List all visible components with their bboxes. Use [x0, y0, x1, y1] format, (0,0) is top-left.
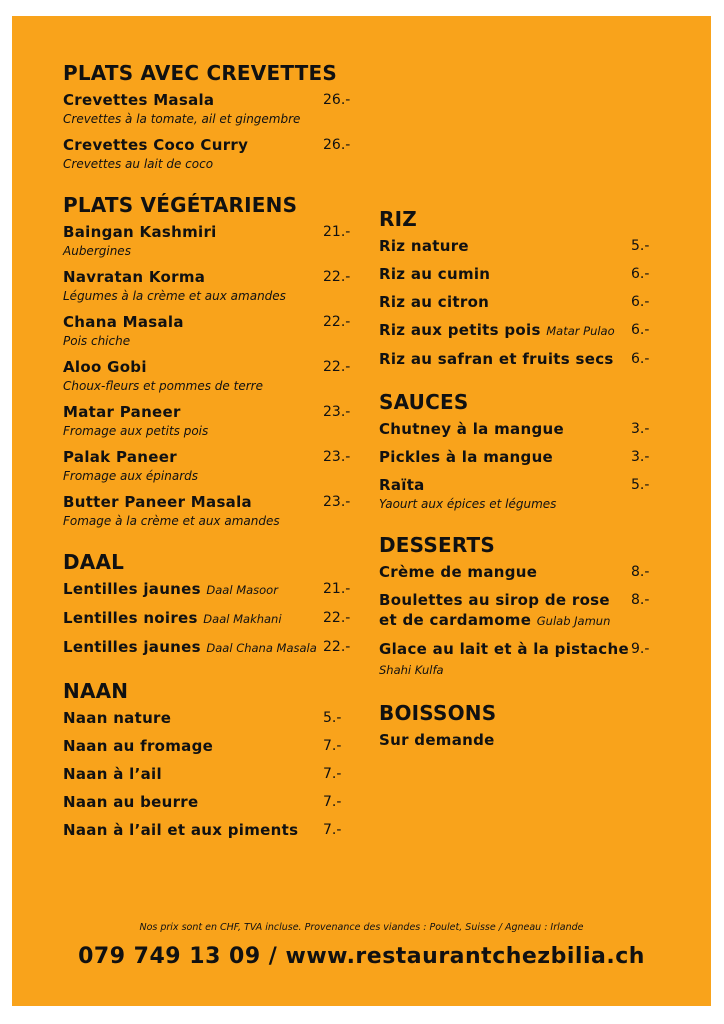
section-riz	[379, 206, 661, 369]
menu-item-row	[63, 736, 353, 756]
menu-item	[63, 637, 353, 658]
menu-item-name-group	[63, 267, 205, 287]
menu-item-name-group	[63, 764, 162, 784]
menu-item-price: 7.-	[323, 794, 342, 810]
menu-item-name: Sur demande	[379, 731, 495, 749]
menu-item-price: 22.-	[323, 314, 351, 330]
menu-item-name-group	[63, 608, 282, 629]
menu-item-row	[379, 236, 661, 256]
menu-item-row	[379, 419, 661, 439]
menu-item	[379, 264, 661, 284]
menu-item	[379, 349, 661, 369]
menu-right-column	[379, 206, 661, 770]
menu-item-name: Navratan Korma	[63, 268, 206, 286]
menu-item-row	[63, 135, 353, 155]
menu-item-row	[63, 90, 353, 110]
section-sauces	[379, 389, 661, 512]
menu-item-row	[379, 590, 661, 631]
menu-item	[63, 447, 353, 484]
menu-item-name: Riz nature	[379, 237, 469, 255]
menu-item-price: 22.-	[323, 269, 351, 285]
menu-left-column	[63, 60, 353, 860]
menu-item-subtitle: Daal Masoor	[206, 583, 278, 597]
menu-item-name-group	[63, 637, 317, 658]
menu-item-description: Aubergines	[63, 244, 131, 258]
menu-item-name: Naan au beurre	[63, 793, 199, 811]
menu-item	[63, 135, 353, 172]
menu-item-price: 6.-	[631, 266, 650, 282]
menu-item-row	[63, 708, 353, 728]
menu-item-price: 8.-	[631, 564, 650, 580]
menu-item-row	[63, 820, 353, 840]
menu-item-description: Choux-fleurs et pommes de terre	[63, 379, 263, 393]
menu-item-name: Naan au fromage	[63, 737, 214, 755]
menu-item-price: 22.-	[323, 610, 351, 626]
menu-item-subtitle: Matar Pulao	[546, 324, 615, 338]
menu-item-row	[379, 639, 661, 680]
menu-item-name: Naan à l’ail et aux piments	[63, 821, 299, 839]
menu-item	[63, 222, 353, 259]
section-boissons	[379, 700, 661, 750]
menu-item	[379, 590, 661, 631]
menu-item	[63, 402, 353, 439]
menu-item	[63, 764, 353, 784]
menu-item	[379, 475, 661, 512]
menu-item-name: Riz au citron	[379, 293, 490, 311]
menu-item-price: 23.-	[323, 449, 351, 465]
menu-item-description: Légumes à la crème et aux amandes	[63, 289, 286, 303]
menu-item	[63, 267, 353, 304]
menu-item-row	[63, 764, 353, 784]
menu-item-name: Riz au safran et fruits secs	[379, 350, 614, 368]
menu-item-subtitle: Shahi Kulfa	[379, 663, 444, 677]
menu-item-price: 7.-	[323, 738, 342, 754]
menu-item-name-group	[63, 492, 252, 512]
menu-item-row	[63, 637, 353, 658]
menu-item	[379, 562, 661, 582]
menu-item-name: Palak Paneer	[63, 448, 177, 466]
menu-item-name-group	[63, 357, 147, 377]
menu-item-row	[379, 447, 661, 467]
menu-item	[379, 292, 661, 312]
menu-item-price: 9.-	[631, 641, 650, 657]
menu-item-price: 23.-	[323, 494, 351, 510]
menu-item-name: Riz au cumin	[379, 265, 491, 283]
menu-item-name: Boulettes au sirop de rose et de cardamome	[379, 591, 610, 629]
menu-item-row	[63, 357, 353, 377]
menu-item	[63, 579, 353, 600]
menu-item-row	[63, 267, 353, 287]
menu-item-name: Raïta	[379, 476, 425, 494]
menu-item-name-group	[379, 475, 425, 495]
menu-item-name-group	[63, 222, 217, 242]
menu-item	[63, 708, 353, 728]
menu-item-name: Lentilles jaunes	[63, 638, 201, 656]
menu-item-price: 7.-	[323, 822, 342, 838]
menu-item-name: Chutney à la mangue	[379, 420, 564, 438]
menu-item-row	[63, 312, 353, 332]
menu-item-description: Fromage aux petits pois	[63, 424, 209, 438]
menu-item-description: Crevettes à la tomate, ail et gingembre	[63, 112, 301, 126]
menu-item-price: 3.-	[631, 421, 650, 437]
menu-item-name-group	[63, 135, 248, 155]
section-title: DESSERTS	[379, 533, 495, 557]
menu-item-name-group	[379, 639, 631, 680]
menu-item-row	[63, 447, 353, 467]
price-note: Nos prix sont en CHF, TVA incluse. Provenance des viandes : Poulet, Suisse / Agneau : Irlande	[139, 922, 584, 933]
menu-item-name: Lentilles jaunes	[63, 580, 201, 598]
menu-item-price: 26.-	[323, 137, 351, 153]
section-title: NAAN	[63, 679, 129, 703]
section-plats-avec-crevettes	[63, 60, 353, 172]
menu-item-price: 3.-	[631, 449, 650, 465]
section-title: RIZ	[379, 207, 417, 231]
menu-item-name-group	[379, 590, 631, 631]
menu-item-name-group	[379, 264, 490, 284]
menu-item	[379, 447, 661, 467]
section-naan	[63, 678, 353, 840]
menu-item-row	[63, 608, 353, 629]
menu-item-row	[379, 292, 661, 312]
menu-item-name-group	[63, 402, 181, 422]
menu-item	[379, 236, 661, 256]
menu-item-name-group	[379, 730, 495, 750]
menu-item-name: Matar Paneer	[63, 403, 181, 421]
section-title: BOISSONS	[379, 701, 497, 725]
section-title: PLATS VÉGÉTARIENS	[63, 193, 298, 217]
menu-item-row	[379, 349, 661, 369]
menu-item	[63, 608, 353, 629]
menu-item	[379, 419, 661, 439]
menu-item-name: Glace au lait et à la pistache	[379, 640, 629, 658]
menu-item-price: 22.-	[323, 639, 351, 655]
menu-item-price: 6.-	[631, 294, 650, 310]
menu-item-name: Crème de mangue	[379, 563, 538, 581]
menu-item	[63, 736, 353, 756]
menu-item	[379, 639, 661, 680]
menu-item-name: Aloo Gobi	[63, 358, 147, 376]
menu-item-row	[63, 222, 353, 242]
menu-item-row	[63, 492, 353, 512]
menu-item-subtitle: Daal Makhani	[203, 612, 282, 626]
menu-item-description: Yaourt aux épices et légumes	[379, 497, 557, 511]
menu-item-name-group	[379, 562, 537, 582]
menu-item-subtitle: Daal Chana Masala	[206, 641, 317, 655]
menu-item-name: Crevettes Coco Curry	[63, 136, 249, 154]
menu-item-price: 6.-	[631, 322, 650, 338]
menu-item-name: Chana Masala	[63, 313, 184, 331]
menu-item-price: 8.-	[631, 592, 650, 608]
menu-item-name-group	[379, 320, 615, 341]
menu-item-price: 23.-	[323, 404, 351, 420]
section-daal	[63, 549, 353, 658]
menu-item-subtitle: Gulab Jamun	[536, 614, 611, 628]
menu-item-row	[379, 562, 661, 582]
menu-item	[63, 820, 353, 840]
menu-item-name-group	[379, 349, 614, 369]
menu-item-name: Crevettes Masala	[63, 91, 215, 109]
menu-item-price: 26.-	[323, 92, 351, 108]
menu-item-row	[379, 475, 661, 495]
section-title: SAUCES	[379, 390, 469, 414]
menu-item-name: Butter Paneer Masala	[63, 493, 252, 511]
menu-item-name: Lentilles noires	[63, 609, 198, 627]
menu-item-name-group	[379, 447, 553, 467]
menu-item	[63, 357, 353, 394]
menu-item-row	[63, 402, 353, 422]
menu-item-name-group	[63, 90, 214, 110]
menu-item-name-group	[379, 292, 489, 312]
menu-item-price: 6.-	[631, 351, 650, 367]
menu-item	[379, 320, 661, 341]
menu-item	[379, 730, 661, 750]
menu-item-name-group	[63, 447, 177, 467]
menu-item-row	[379, 264, 661, 284]
menu-item-price: 22.-	[323, 359, 351, 375]
menu-item-description: Pois chiche	[63, 334, 131, 348]
menu-item-name: Naan à l’ail	[63, 765, 162, 783]
menu-item-row	[379, 320, 661, 341]
menu-item-name: Riz aux petits pois	[379, 321, 541, 339]
menu-item-name-group	[63, 312, 184, 332]
menu-item-price: 5.-	[323, 710, 342, 726]
section-plats-vegetariens	[63, 192, 353, 529]
menu-item-description: Fomage à la crème et aux amandes	[63, 514, 280, 528]
section-desserts	[379, 532, 661, 680]
menu-item-name: Naan nature	[63, 709, 172, 727]
menu-item-price: 21.-	[323, 581, 351, 597]
contact-line: 079 749 13 09 / www.restaurantchezbilia.ch	[78, 944, 645, 969]
menu-item-name-group	[63, 792, 198, 812]
menu-item-name-group	[63, 708, 171, 728]
section-title: DAAL	[63, 550, 125, 574]
menu-item	[63, 792, 353, 812]
menu-item-row	[63, 579, 353, 600]
menu-item	[63, 90, 353, 127]
menu-item-row	[379, 730, 661, 750]
menu-item-name: Baingan Kashmiri	[63, 223, 217, 241]
menu-item-description: Fromage aux épinards	[63, 469, 199, 483]
menu-item-name-group	[63, 579, 278, 600]
menu-item-price: 5.-	[631, 477, 650, 493]
menu-item-name: Pickles à la mangue	[379, 448, 554, 466]
menu-item-description: Crevettes au lait de coco	[63, 157, 214, 171]
menu-item-name-group	[63, 820, 298, 840]
menu-item	[63, 312, 353, 349]
menu-page	[12, 16, 711, 1006]
menu-item-price: 7.-	[323, 766, 342, 782]
menu-item-name-group	[63, 736, 213, 756]
menu-item-name-group	[379, 419, 564, 439]
section-title: PLATS AVEC CREVETTES	[63, 61, 337, 85]
menu-item	[63, 492, 353, 529]
menu-item-row	[63, 792, 353, 812]
menu-item-price: 5.-	[631, 238, 650, 254]
menu-item-price: 21.-	[323, 224, 351, 240]
menu-item-name-group	[379, 236, 469, 256]
